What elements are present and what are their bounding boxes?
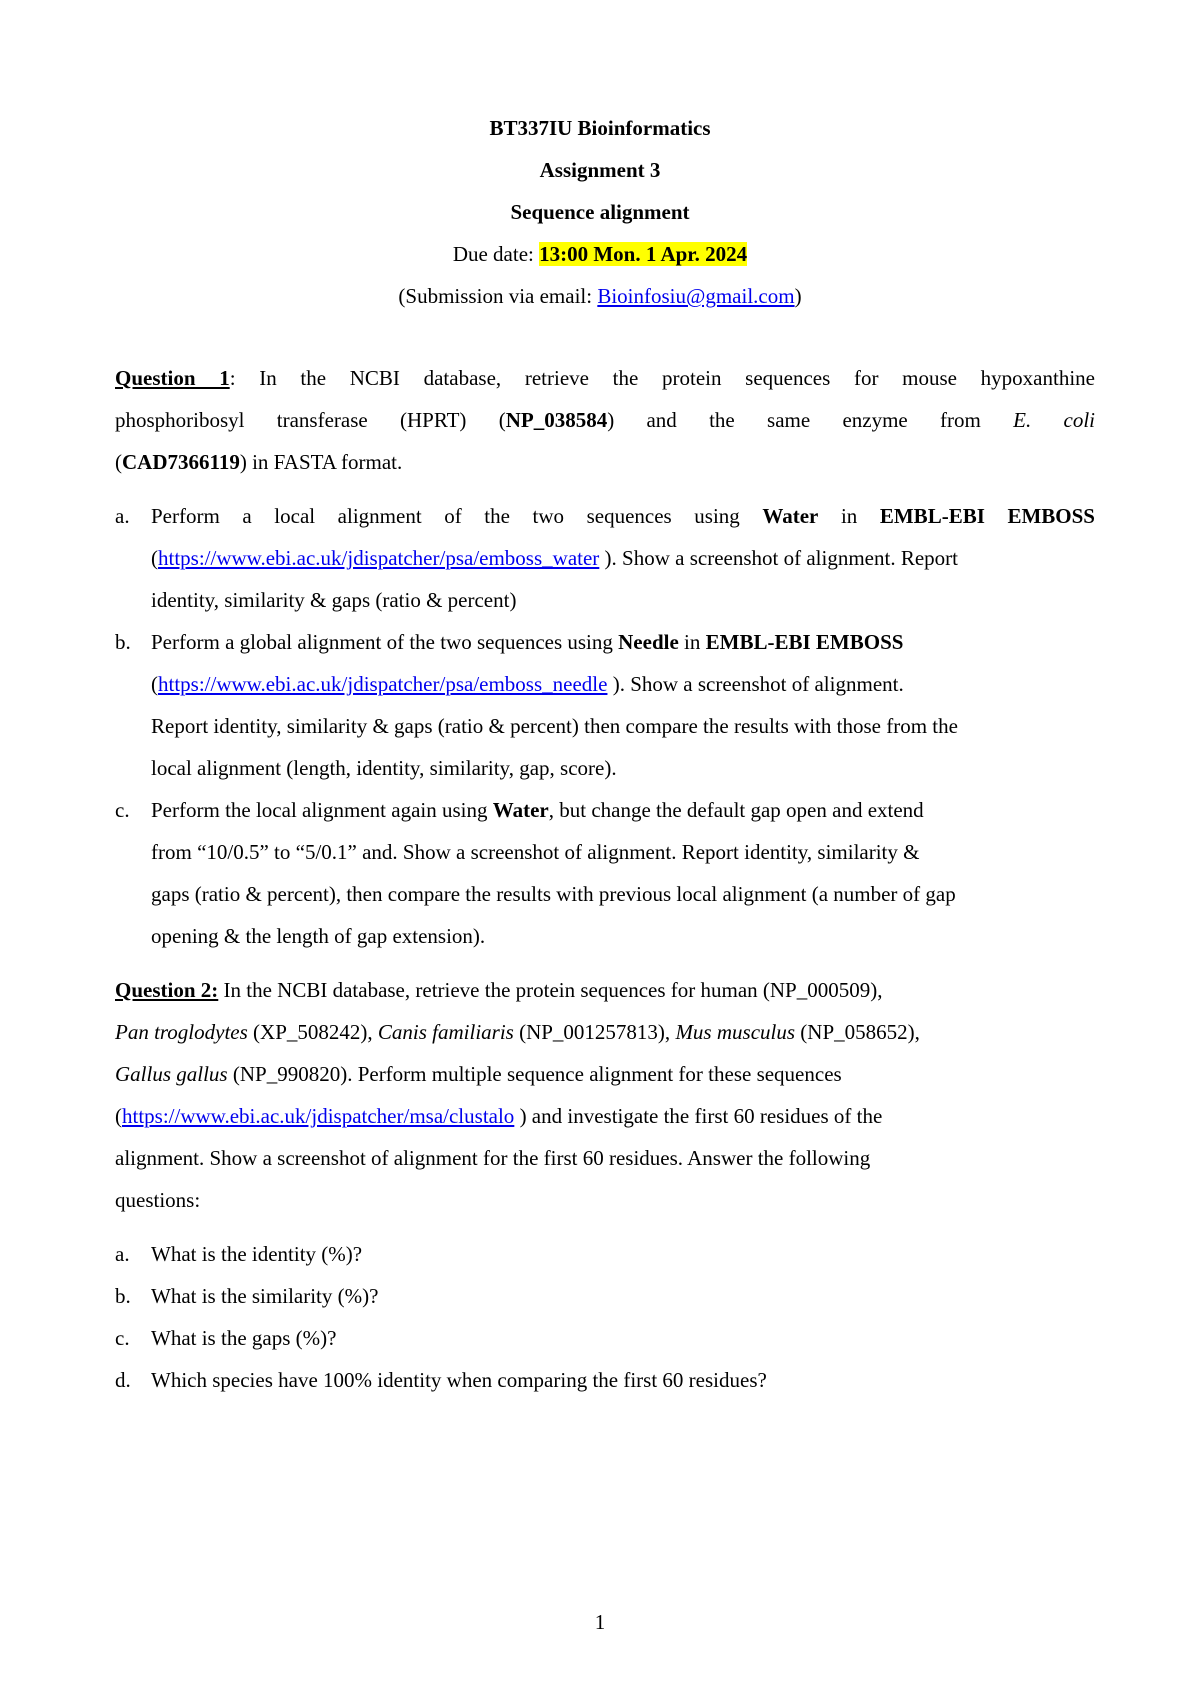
topic-title: Sequence alignment — [510, 200, 690, 224]
q2-clustalo-link[interactable]: https://www.ebi.ac.uk/jdispatcher/msa/clustalo — [122, 1104, 515, 1128]
q2-title: Question 2: — [115, 978, 219, 1002]
q1a-paren: ( — [151, 546, 158, 570]
q2-species-3-acc: (NP_058652), — [795, 1020, 920, 1044]
q1b-text-2: ). Show a screenshot of alignment. — [607, 672, 904, 696]
submission-email-link[interactable]: Bioinfosiu@gmail.com — [597, 284, 795, 308]
submission-line — [0, 284, 1200, 309]
due-date-value: 13:00 Mon. 1 Apr. 2024 — [539, 242, 748, 266]
q2-line-3 — [115, 1062, 842, 1087]
q1a-text-2: ). Show a screenshot of alignment. Report — [599, 546, 958, 570]
q1c-line-3: gaps (ratio & percent), then compare the results with previous local alignment (a number of gap — [151, 882, 956, 906]
q1c-line-1 — [151, 798, 924, 823]
q2d-label: d. — [115, 1368, 131, 1392]
q1-text-2b: ) and the same enzyme from — [607, 408, 1014, 432]
q1b-line-2 — [151, 672, 904, 697]
q1-text-1: : In the NCBI database, retrieve the protein sequences for mouse hypoxanthine — [229, 366, 1095, 390]
q2-text-1: In the NCBI database, retrieve the protein sequences for human (NP_000509), — [218, 978, 883, 1002]
q1c-line-2: from “10/0.5” to “5/0.1” and. Show a screenshot of alignment. Report identity, similarity & — [151, 840, 920, 864]
q1-ecoli: E. coli — [1013, 408, 1095, 432]
q1a-line-2 — [151, 546, 958, 571]
q1a-text-1: Perform a local alignment of the two sequences using — [151, 504, 763, 528]
q2-line-1 — [115, 978, 882, 1003]
q1b-tool: Needle — [618, 630, 679, 654]
q2-text-3: (NP_990820). Perform multiple sequence alignment for these sequences — [227, 1062, 842, 1086]
submission-suffix: ) — [794, 284, 802, 308]
q2-species-4: Gallus gallus — [115, 1062, 228, 1086]
q1-accession-2: CAD7366119 — [122, 450, 240, 474]
q2-species-2-acc: (NP_001257813), — [513, 1020, 676, 1044]
q2-line-2 — [115, 1020, 920, 1045]
q2-species-2: Canis familiaris — [377, 1020, 514, 1044]
q1-line-1 — [115, 366, 1095, 391]
q1b-line-1 — [151, 630, 903, 655]
q1c-label: c. — [115, 798, 130, 822]
page-number: 1 — [594, 1610, 606, 1634]
q2-species-3: Mus musculus — [675, 1020, 796, 1044]
q1a-suite: EMBL-EBI EMBOSS — [879, 504, 1095, 528]
q1b-suite: EMBL-EBI EMBOSS — [705, 630, 904, 654]
q2a-text: What is the identity (%)? — [151, 1242, 363, 1266]
q1a-line-3: identity, similarity & gaps (ratio & percent) — [151, 588, 517, 612]
q1a-label: a. — [115, 504, 130, 528]
q1-line-3 — [115, 450, 402, 475]
q1b-label: b. — [115, 630, 131, 654]
q2-species-1: Pan troglodytes — [115, 1020, 248, 1044]
q1b-text-1: Perform a global alignment of the two sequences using — [151, 630, 619, 654]
q1b-needle-link[interactable]: https://www.ebi.ac.uk/jdispatcher/psa/emboss_needle — [158, 672, 608, 696]
q2-paren: ( — [115, 1104, 122, 1128]
q1c-tool: Water — [492, 798, 549, 822]
q1c-text-1: Perform the local alignment again using — [151, 798, 493, 822]
q1a-line-1 — [151, 504, 1095, 529]
q2b-label: b. — [115, 1284, 131, 1308]
q2-line-5: alignment. Show a screenshot of alignment for the first 60 residues. Answer the following — [115, 1146, 871, 1170]
q1b-paren: ( — [151, 672, 158, 696]
q1a-tool: Water — [762, 504, 819, 528]
q1-text-3b: ) in FASTA format. — [239, 450, 403, 474]
course-title: BT337IU Bioinformatics — [489, 116, 711, 140]
due-date-label: Due date: — [452, 242, 540, 266]
q2-text-4: ) and investigate the first 60 residues of the — [514, 1104, 883, 1128]
q1b-line-4: local alignment (length, identity, similarity, gap, score). — [151, 756, 617, 780]
q2-line-4 — [115, 1104, 882, 1129]
q2-line-6: questions: — [115, 1188, 201, 1212]
q1b-text-1b: in — [678, 630, 706, 654]
q1-title: Question 1 — [115, 366, 230, 390]
q1-text-2: phosphoribosyl transferase (HPRT) ( — [115, 408, 506, 432]
q1-accession-1: NP_038584 — [505, 408, 608, 432]
q1b-line-3: Report identity, similarity & gaps (ratio & percent) then compare the results with those from the — [151, 714, 958, 738]
q1c-text-1b: , but change the default gap open and extend — [548, 798, 924, 822]
assignment-title: Assignment 3 — [539, 158, 661, 182]
q2c-text: What is the gaps (%)? — [151, 1326, 337, 1350]
q2b-text: What is the similarity (%)? — [151, 1284, 379, 1308]
submission-label: (Submission via email: — [398, 284, 598, 308]
q1a-text-1b: in — [818, 504, 880, 528]
q1-text-3a: ( — [115, 450, 122, 474]
q2-species-1-acc: (XP_508242), — [247, 1020, 378, 1044]
due-date — [0, 242, 1200, 267]
q1c-line-4: opening & the length of gap extension). — [151, 924, 486, 948]
q1-line-2 — [115, 408, 1095, 433]
q2a-label: a. — [115, 1242, 130, 1266]
q1a-water-link[interactable]: https://www.ebi.ac.uk/jdispatcher/psa/emboss_water — [158, 546, 600, 570]
q2d-text: Which species have 100% identity when comparing the first 60 residues? — [151, 1368, 767, 1392]
q2c-label: c. — [115, 1326, 130, 1350]
